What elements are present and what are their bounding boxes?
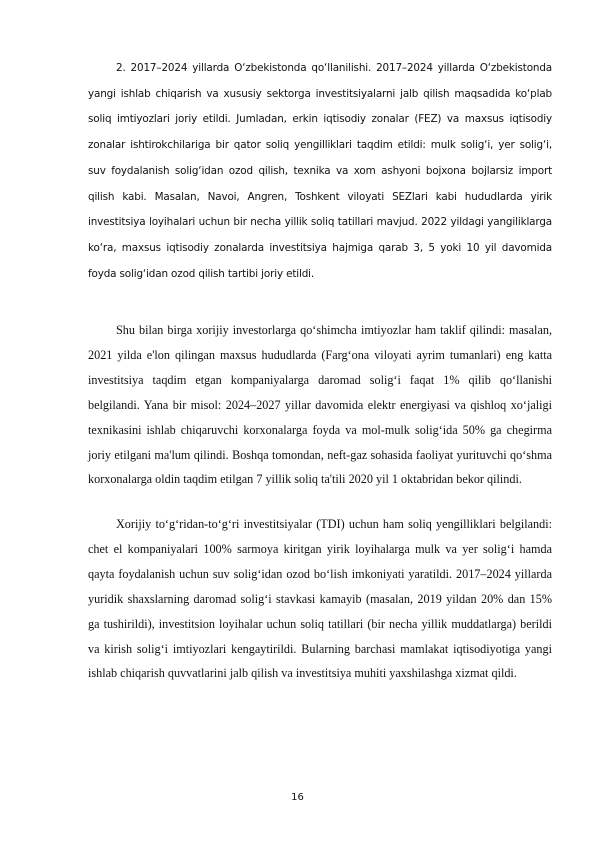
paragraph-fez-overview: 2. 2017–2024 yillarda O‘zbekistonda qo‘llanilishi. 2017–2024 yillarda O‘zbekistonda yangi ishlab chiqarish va xususiy sektorga investitsiyalarni jalb qilish maqsadida ko‘plab soliq imtiyozlari joriy etildi. Jumladan, erkin iqtisodiy zonalar (FEZ) va maxsus iqtisodiy zonalar ishtirokchilariga bir qator soliq yengilliklari taqdim etildi: mulk solig‘i, yer solig‘i, suv foydalanish solig‘idan ozod qilish, texnika va xom ashyoni bojxona bojlarsiz import qilish kabi. Masalan, Navoi, Angren, Toshkent viloyati SEZlari kabi hududlarda yirik investitsiya loyihalari uchun bir necha yillik soliq tatillari mavjud. 2022 yildagi yangiliklarga ko‘ra, maxsus iqtisodiy zonalarda investitsiya hajmiga qarab 3, 5 yoki 10 yil davomida foyda solig‘idan ozod qilish tartibi joriy etildi. bbox=[88, 62, 552, 280]
page-number: 16 bbox=[291, 792, 304, 803]
paragraph-fdi-tax-relief: Xorijiy to‘g‘ridan-to‘g‘ri investitsiyalar (TDI) uchun ham soliq yengilliklari belgilandi: chet el kompaniyalari 100% sarmoya kiritgan yirik loyihalarga mulk va yer solig‘i hamda qayta foydalanish uchun suv solig‘idan ozod bo‘lish imkoniyati yaratildi. 2017–2024 yillarda yuridik shaxslarning daromad solig‘i stavkasi kamayib (masalan, 2019 yildan 20% dan 15% ga tushirildi), investitsion loyihalar uchun soliq tatillari (bir necha yillik muddatlarga) berildi va kirish solig‘i imtiyozlari kengaytirildi. Bularning barchasi mamlakat iqtisodiyotiga yangi ishlab chiqarish quvvatlarini jalb qilish va investitsiya muhiti yaxshilashga xizmat qildi. bbox=[88, 517, 552, 681]
paragraph-foreign-investor-incentives: Shu bilan birga xorijiy investorlarga qo‘shimcha imtiyozlar ham taklif qilindi: masalan, 2021 yilda e'lon qilingan maxsus hududlarda (Farg‘ona viloyati ayrim tumanlari) eng katta investitsiya taqdim etgan kompaniyalarga daromad solig‘i faqat 1% qilib qo‘llanishi belgilandi. Yana bir misol: 2024–2027 yillar davomida elektr energiyasi va qishloq xo‘jaligi texnikasini ishlab chiqaruvchi korxonalarga foyda va mol-mulk solig‘ida 50% ga chegirma joriy etilgani ma'lum qilindi. Boshqa tomondan, neft-gaz sohasida faoliyat yurituvchi qo‘shma korxonalarga oldin taqdim etilgan 7 yillik soliq ta'tili 2020 yil 1 oktabridan bekor qilindi. bbox=[88, 323, 552, 487]
